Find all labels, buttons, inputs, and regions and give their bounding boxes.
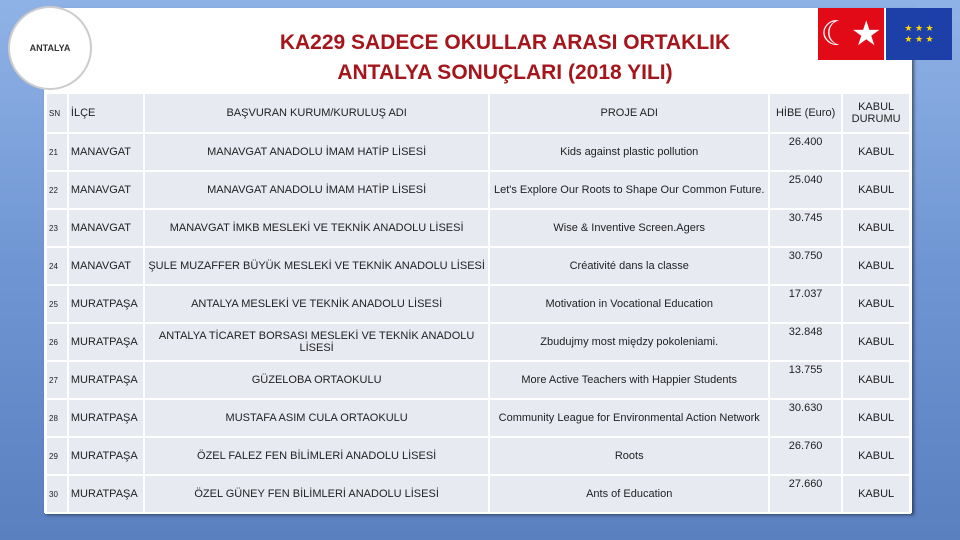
table-row <box>46 361 910 399</box>
cell-ilce: MANAVGAT <box>68 171 144 209</box>
cell-kurum: ÖZEL FALEZ FEN BİLİMLERİ ANADOLU LİSESİ <box>144 437 490 475</box>
table-row <box>46 209 910 247</box>
cell-hibe: 30.750 <box>769 247 842 285</box>
cell-kabul: KABUL <box>842 209 910 247</box>
cell-kabul: KABUL <box>842 323 910 361</box>
cell-sn: 30 <box>46 475 68 513</box>
cell-ilce: MANAVGAT <box>68 247 144 285</box>
table-row <box>46 133 910 171</box>
header-proje: PROJE ADI <box>489 93 769 133</box>
cell-kabul: KABUL <box>842 171 910 209</box>
cell-sn: 21 <box>46 133 68 171</box>
cell-sn: 28 <box>46 399 68 437</box>
header-sn: SN <box>46 93 68 133</box>
cell-sn: 26 <box>46 323 68 361</box>
cell-proje: Ants of Education <box>489 475 769 513</box>
table-row <box>46 247 910 285</box>
cell-kurum: MANAVGAT ANADOLU İMAM HATİP LİSESİ <box>144 171 490 209</box>
cell-ilce: MURATPAŞA <box>68 437 144 475</box>
cell-sn: 29 <box>46 437 68 475</box>
cell-ilce: MURATPAŞA <box>68 285 144 323</box>
cell-kabul: KABUL <box>842 361 910 399</box>
cell-kurum: ANTALYA TİCARET BORSASI MESLEKİ VE TEKNİK ANADOLU LİSESİ <box>144 323 490 361</box>
cell-kurum: MUSTAFA ASIM CULA ORTAOKULU <box>144 399 490 437</box>
title-line-2: ANTALYA SONUÇLARI (2018 YILI) <box>337 61 673 84</box>
cell-sn: 22 <box>46 171 68 209</box>
cell-hibe: 26.400 <box>769 133 842 171</box>
table-row <box>46 437 910 475</box>
cell-proje: Let's Explore Our Roots to Shape Our Common Future. <box>489 171 769 209</box>
meb-antalya-logo: ANTALYA <box>8 6 92 90</box>
cell-hibe: 27.660 <box>769 475 842 513</box>
header-hibe: HİBE (Euro) <box>769 93 842 133</box>
cell-kabul: KABUL <box>842 475 910 513</box>
cell-sn: 25 <box>46 285 68 323</box>
cell-kurum: MANAVGAT İMKB MESLEKİ VE TEKNİK ANADOLU LİSESİ <box>144 209 490 247</box>
table-header <box>46 93 910 133</box>
cell-kabul: KABUL <box>842 133 910 171</box>
header-ilce: İLÇE <box>68 93 144 133</box>
table-row <box>46 285 910 323</box>
cell-kurum: ANTALYA MESLEKİ VE TEKNİK ANADOLU LİSESİ <box>144 285 490 323</box>
cell-hibe: 32.848 <box>769 323 842 361</box>
cell-proje: Zbudujmy most między pokoleniami. <box>489 323 769 361</box>
header-kabul: KABUL DURUMU <box>842 93 910 133</box>
cell-sn: 24 <box>46 247 68 285</box>
turkey-flag-icon: ☾★ <box>818 8 884 60</box>
cell-kabul: KABUL <box>842 247 910 285</box>
cell-kurum: ÖZEL GÜNEY FEN BİLİMLERİ ANADOLU LİSESİ <box>144 475 490 513</box>
cell-proje: Créativité dans la classe <box>489 247 769 285</box>
cell-hibe: 30.630 <box>769 399 842 437</box>
cell-hibe: 26.760 <box>769 437 842 475</box>
cell-proje: Kids against plastic pollution <box>489 133 769 171</box>
cell-proje: More Active Teachers with Happier Students <box>489 361 769 399</box>
table-row <box>46 171 910 209</box>
cell-sn: 27 <box>46 361 68 399</box>
cell-kabul: KABUL <box>842 285 910 323</box>
cell-kurum: ŞULE MUZAFFER BÜYÜK MESLEKİ VE TEKNİK ANADOLU LİSESİ <box>144 247 490 285</box>
cell-ilce: MANAVGAT <box>68 133 144 171</box>
page-title <box>140 28 870 88</box>
cell-proje: Wise & Inventive Screen.Agers <box>489 209 769 247</box>
cell-kurum: MANAVGAT ANADOLU İMAM HATİP LİSESİ <box>144 133 490 171</box>
table-row <box>46 399 910 437</box>
cell-proje: Roots <box>489 437 769 475</box>
cell-hibe: 25.040 <box>769 171 842 209</box>
cell-ilce: MANAVGAT <box>68 209 144 247</box>
cell-ilce: MURATPAŞA <box>68 323 144 361</box>
cell-sn: 23 <box>46 209 68 247</box>
cell-kurum: GÜZELOBA ORTAOKULU <box>144 361 490 399</box>
cell-ilce: MURATPAŞA <box>68 475 144 513</box>
cell-kabul: KABUL <box>842 399 910 437</box>
cell-proje: Community League for Environmental Action Network <box>489 399 769 437</box>
cell-proje: Motivation in Vocational Education <box>489 285 769 323</box>
cell-hibe: 13.755 <box>769 361 842 399</box>
cell-hibe: 30.745 <box>769 209 842 247</box>
cell-ilce: MURATPAŞA <box>68 399 144 437</box>
eu-flag-icon: ★ ★ ★ ★ ★ ★ <box>886 8 952 60</box>
results-table <box>45 92 911 514</box>
cell-kabul: KABUL <box>842 437 910 475</box>
cell-ilce: MURATPAŞA <box>68 361 144 399</box>
table-row <box>46 323 910 361</box>
title-line-1: KA229 SADECE OKULLAR ARASI ORTAKLIK <box>279 31 731 54</box>
cell-hibe: 17.037 <box>769 285 842 323</box>
header-kurum: BAŞVURAN KURUM/KURULUŞ ADI <box>144 93 490 133</box>
table-row <box>46 475 910 513</box>
